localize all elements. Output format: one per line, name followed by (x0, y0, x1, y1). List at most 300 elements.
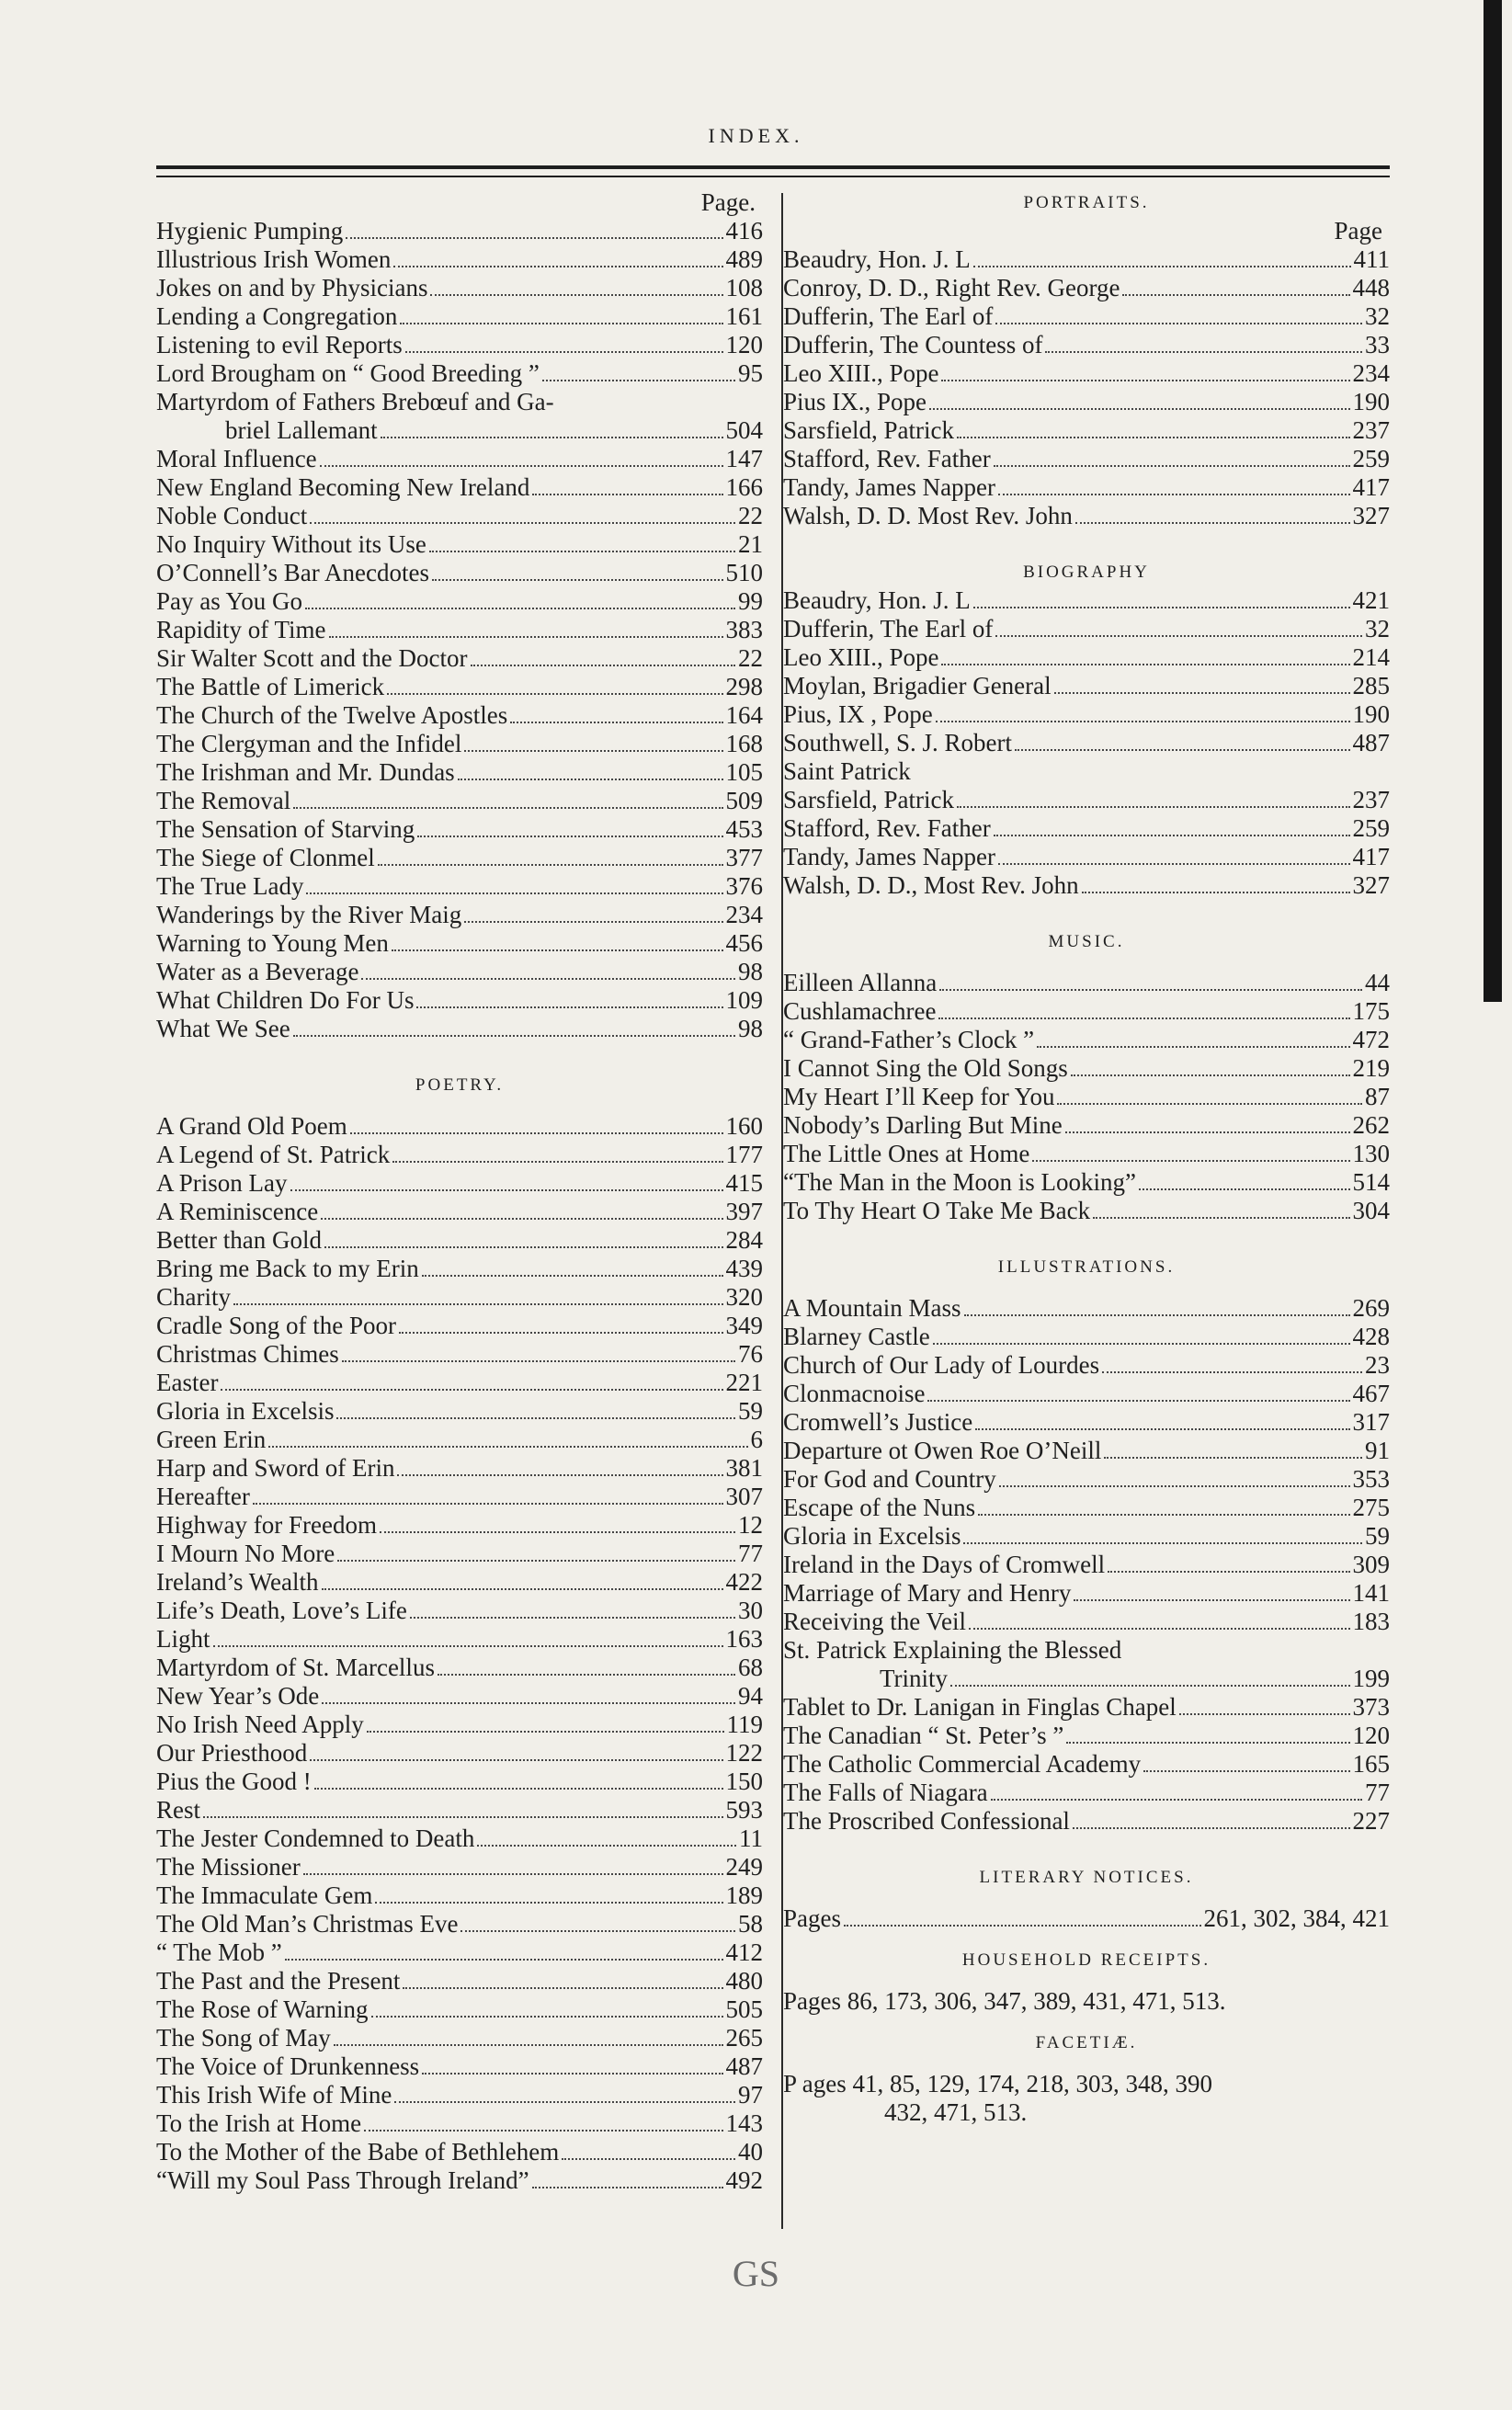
dot-leader (963, 1542, 1362, 1544)
entry-page: 141 (1352, 1579, 1390, 1607)
entry-page: 190 (1352, 700, 1390, 728)
index-entry (156, 730, 763, 758)
index-entry (783, 1608, 1390, 1636)
dot-leader (375, 1902, 722, 1904)
dot-leader (950, 1685, 1349, 1687)
entry-title: Eilleen Allanna (783, 969, 938, 996)
index-entry (156, 844, 763, 872)
entry-page: 87 (1365, 1083, 1390, 1110)
dot-leader (429, 551, 735, 552)
section-heading-literary-notices: LITERARY NOTICES. (979, 1868, 1194, 1887)
entry-title: Bring me Back to my Erin (156, 1255, 419, 1282)
index-entry (783, 274, 1390, 302)
entry-page: 309 (1352, 1551, 1390, 1578)
index-entry (783, 1636, 1390, 1665)
entry-title: The Jester Condemned to Death (156, 1825, 475, 1852)
dot-leader (532, 494, 722, 495)
index-entry (783, 473, 1390, 502)
index-entry (156, 359, 763, 388)
entry-page: 120 (1352, 1722, 1390, 1749)
index-entry (156, 1796, 763, 1825)
entry-title: “The Man in the Moon is Looking” (783, 1168, 1136, 1196)
entry-page: 275 (1352, 1494, 1390, 1521)
index-entry (783, 672, 1390, 700)
entry-page: 161 (725, 302, 763, 330)
dot-leader (1075, 522, 1350, 524)
index-entry (156, 2138, 763, 2166)
entry-title: Walsh, D. D., Most Rev. John (783, 871, 1079, 899)
index-entry (783, 1693, 1390, 1722)
entry-page: 12 (738, 1511, 763, 1539)
section-heading-illustrations: ILLUSTRATIONS. (997, 1257, 1176, 1277)
index-entry (156, 1397, 763, 1426)
entry-title: Better than Gold (156, 1226, 322, 1254)
index-entry (156, 1597, 763, 1625)
entry-title: I Mourn No More (156, 1540, 335, 1567)
entry-page: 259 (1352, 445, 1390, 472)
entry-title: Beaudry, Hon. J. L (783, 586, 971, 614)
entry-page: 108 (725, 274, 763, 301)
dot-leader (320, 465, 723, 467)
entry-title: Leo XIII., Pope (783, 359, 939, 387)
entry-title: The Canadian “ St. Peter’s ” (783, 1722, 1064, 1749)
dot-leader (380, 1531, 735, 1533)
dot-leader (510, 722, 722, 723)
header-rule-thick (156, 165, 1390, 169)
dot-leader (1045, 351, 1362, 353)
index-entry (783, 757, 1390, 786)
entry-page: 227 (1352, 1807, 1390, 1835)
entry-title: “ Grand-Father’s Clock ” (783, 1026, 1035, 1053)
index-entry (156, 1483, 763, 1511)
entry-title: The True Lady (156, 872, 304, 900)
entry-page: 22 (738, 644, 763, 672)
index-entry (783, 997, 1390, 1026)
index-entry (156, 1995, 763, 2024)
entry-title: Hygienic Pumping (156, 217, 344, 244)
entry-title: Pages (783, 1904, 841, 1932)
entry-page: 109 (725, 986, 763, 1014)
entry-title: Illustrious Irish Women (156, 245, 392, 273)
dot-leader (995, 323, 1362, 324)
index-entry (783, 1197, 1390, 1225)
entry-page: 150 (725, 1768, 763, 1795)
index-entry (156, 673, 763, 701)
entry-page: 422 (725, 1568, 763, 1596)
index-entry (783, 615, 1390, 643)
index-entry (156, 1739, 763, 1768)
index-entry (783, 1408, 1390, 1437)
index-entry (156, 331, 763, 359)
dot-leader (334, 2044, 723, 2046)
dot-leader (939, 989, 1362, 991)
entry-page: 421 (1352, 586, 1390, 614)
entry-title: The Missioner (156, 1853, 301, 1881)
entry-title: St. Patrick Explaining the Blessed (783, 1636, 1122, 1664)
entry-title: A Legend of St. Patrick (156, 1141, 391, 1168)
dot-leader (1066, 1742, 1349, 1744)
index-entry (783, 1807, 1390, 1836)
entry-title: Leo XIII., Pope (783, 643, 939, 671)
dot-leader (938, 1017, 1349, 1019)
entry-title: “ The Mob ” (156, 1938, 282, 1966)
dot-leader (998, 494, 1349, 495)
dot-leader (998, 863, 1349, 865)
dot-leader (253, 1503, 723, 1505)
index-entry (156, 1255, 763, 1283)
dot-leader (342, 1360, 735, 1362)
entry-title: Easter (156, 1369, 219, 1396)
index-entry (156, 587, 763, 616)
entry-title: Christmas Chimes (156, 1340, 339, 1368)
entry-page: 189 (725, 1881, 763, 1909)
entry-page: 453 (725, 815, 763, 843)
dot-leader (975, 1428, 1349, 1430)
index-entry (783, 1168, 1390, 1197)
dot-leader (399, 1332, 723, 1334)
entry-title: Lending a Congregation (156, 302, 398, 330)
entry-title: Departure ot Owen Roe O’Neill (783, 1437, 1102, 1464)
header-rule-thin (156, 176, 1390, 177)
dot-leader (973, 607, 1350, 608)
entry-title: Pius, IX , Pope (783, 700, 933, 728)
entry-page: 59 (738, 1397, 763, 1425)
entry-page: 234 (725, 901, 763, 928)
dot-leader (1143, 1770, 1349, 1772)
entry-page: 514 (1352, 1168, 1390, 1196)
entry-title: Tandy, James Napper (783, 843, 996, 870)
index-entry (156, 217, 763, 245)
index-entry (156, 2081, 763, 2109)
dot-leader (562, 2158, 735, 2160)
dot-leader (1071, 1074, 1350, 1076)
dot-leader (471, 665, 735, 666)
index-entry (156, 1015, 763, 1043)
index-entry (783, 245, 1390, 274)
index-entry (156, 416, 763, 445)
entry-page: 439 (725, 1255, 763, 1282)
index-entry (156, 958, 763, 986)
entry-title: Gloria in Excelsis (156, 1397, 335, 1425)
entry-page: 164 (725, 701, 763, 729)
entry-title: Warning to Young Men (156, 929, 389, 957)
dot-leader (314, 1788, 723, 1790)
dot-leader (322, 1702, 735, 1704)
section-heading-music: MUSIC. (1048, 932, 1125, 951)
index-entry (156, 1540, 763, 1568)
index-entry (156, 1967, 763, 1995)
entry-page: 91 (1365, 1437, 1390, 1464)
index-entry (156, 302, 763, 331)
index-entry (783, 786, 1390, 814)
entry-title: Pius the Good ! (156, 1768, 312, 1795)
index-entry (783, 1323, 1390, 1351)
dot-leader (1054, 692, 1350, 694)
entry-page: 510 (725, 559, 763, 586)
dot-leader (458, 779, 723, 780)
entry-title: For God and Country (783, 1465, 996, 1493)
dot-leader (337, 1560, 735, 1562)
entry-title: The Catholic Commercial Academy (783, 1750, 1142, 1778)
entry-title: Beaudry, Hon. J. L (783, 245, 971, 273)
index-entry (783, 1054, 1390, 1083)
dot-leader (1122, 294, 1349, 296)
entry-page: 77 (1365, 1779, 1390, 1806)
dot-leader (430, 294, 722, 296)
entry-title: Trinity (880, 1665, 949, 1692)
entry-title: Cromwell’s Justice (783, 1408, 973, 1436)
general-entries (156, 217, 763, 1043)
entry-title: Light (156, 1625, 210, 1653)
dot-leader (995, 635, 1362, 637)
entry-title: Tablet to Dr. Lanigan in Finglas Chapel (783, 1693, 1177, 1721)
entry-page: 417 (1352, 843, 1390, 870)
entry-title: New England Becoming New Ireland (156, 473, 530, 501)
index-entry (783, 388, 1390, 416)
dot-leader (927, 1400, 1349, 1402)
index-entry (156, 929, 763, 958)
entry-page: 383 (725, 616, 763, 643)
literary-notices-entry (783, 1904, 1390, 1933)
entry-page: 397 (725, 1198, 763, 1225)
dot-leader (213, 1645, 723, 1647)
facetiae-pages-line1: P ages 41, 85, 129, 174, 218, 303, 348, 390 (783, 2070, 1212, 2097)
entry-page: 261, 302, 384, 421 (1203, 1904, 1390, 1932)
index-entry (156, 787, 763, 815)
entry-page: 77 (738, 1540, 763, 1567)
entry-page: 327 (1352, 871, 1390, 899)
entry-page: 509 (725, 787, 763, 814)
dot-leader (268, 1446, 747, 1448)
entry-title: Southwell, S. J. Robert (783, 729, 1013, 756)
entry-title: The Removal (156, 787, 291, 814)
dot-leader (460, 1930, 735, 1932)
dot-leader (1179, 1713, 1350, 1715)
dot-leader (936, 721, 1350, 722)
entry-title: Cradle Song of the Poor (156, 1312, 396, 1339)
index-entry (156, 1511, 763, 1540)
entry-title: Harp and Sword of Erin (156, 1454, 395, 1482)
index-entry (156, 644, 763, 673)
entry-title: Highway for Freedom (156, 1511, 377, 1539)
index-entry (783, 1722, 1390, 1750)
dot-leader (321, 1218, 722, 1220)
index-entry (156, 1226, 763, 1255)
dot-leader (994, 835, 1350, 836)
entry-page: 165 (1352, 1750, 1390, 1778)
entry-page: 97 (738, 2081, 763, 2109)
entry-page: 284 (725, 1226, 763, 1254)
entry-title: Walsh, D. D. Most Rev. John (783, 502, 1073, 529)
entry-page: 412 (725, 1938, 763, 1966)
index-entry (783, 502, 1390, 530)
entry-page: 377 (725, 844, 763, 871)
entry-title: Ireland’s Wealth (156, 1568, 319, 1596)
dot-leader (1139, 1188, 1350, 1190)
poetry-entries (156, 1112, 763, 2195)
entry-title: The Proscribed Confessional (783, 1807, 1070, 1835)
entry-title: Tandy, James Napper (783, 473, 996, 501)
entry-page: 448 (1352, 274, 1390, 301)
index-entry (156, 1853, 763, 1881)
index-entry (156, 1454, 763, 1483)
entry-page: 58 (738, 1910, 763, 1938)
index-entry (783, 1294, 1390, 1323)
entry-title: Green Erin (156, 1426, 267, 1453)
entry-page: 98 (738, 1015, 763, 1042)
dot-leader (324, 1246, 723, 1248)
entry-page: 381 (725, 1454, 763, 1482)
index-entry (783, 302, 1390, 331)
entry-page: 199 (1352, 1665, 1390, 1692)
index-entry (156, 758, 763, 787)
dot-leader (378, 864, 723, 866)
entry-title: Martyrdom of Fathers Brebœuf and Ga- (156, 388, 554, 415)
entry-page: 68 (738, 1654, 763, 1681)
index-entry (783, 1750, 1390, 1779)
index-entry (783, 969, 1390, 997)
entry-page: 163 (725, 1625, 763, 1653)
entry-title: Sir Walter Scott and the Doctor (156, 644, 468, 672)
entry-title: Nobody’s Darling But Mine (783, 1111, 1063, 1139)
entry-title: The Little Ones at Home (783, 1140, 1030, 1167)
entry-page: 415 (725, 1169, 763, 1197)
entry-title: To the Irish at Home (156, 2109, 362, 2137)
dot-leader (285, 1959, 723, 1961)
portraits-page-label: Page (1334, 217, 1382, 244)
index-entry (156, 2109, 763, 2138)
dot-leader (422, 1275, 723, 1277)
entry-title: Conroy, D. D., Right Rev. George (783, 274, 1120, 301)
dot-leader (978, 1514, 1349, 1516)
dot-leader (293, 1035, 735, 1037)
entry-page: 219 (1352, 1054, 1390, 1082)
dot-leader (310, 1759, 722, 1761)
entry-page: 317 (1352, 1408, 1390, 1436)
dot-leader (303, 1873, 723, 1875)
dot-leader (969, 1628, 1350, 1630)
section-heading-poetry: POETRY. (415, 1075, 505, 1095)
entry-page: 147 (725, 445, 763, 472)
dot-leader (403, 1987, 722, 1989)
index-entry (783, 1437, 1390, 1465)
dot-leader (400, 323, 722, 324)
entry-page: 105 (725, 758, 763, 786)
entry-page: 298 (725, 673, 763, 700)
dot-leader (305, 608, 735, 609)
dot-leader (1057, 1103, 1362, 1105)
entry-page: 95 (738, 359, 763, 387)
entry-title: The Immaculate Gem (156, 1881, 373, 1909)
entry-page: 122 (725, 1739, 763, 1767)
entry-page: 11 (739, 1825, 763, 1852)
entry-page: 472 (1352, 1026, 1390, 1053)
entry-page: 353 (1352, 1465, 1390, 1493)
entry-page: 40 (738, 2138, 763, 2166)
household-receipts-pages: Pages 86, 173, 306, 347, 389, 431, 471, 513. (783, 1987, 1226, 2015)
entry-title: Church of Our Lady of Lourdes (783, 1351, 1100, 1379)
entry-title: Sarsfield, Patrick (783, 416, 954, 444)
dot-leader (941, 664, 1349, 665)
entry-page: 327 (1352, 502, 1390, 529)
entry-title: Escape of the Nuns (783, 1494, 976, 1521)
entry-page: 237 (1352, 416, 1390, 444)
index-entry (156, 1112, 763, 1141)
entry-title: Moral Influence (156, 445, 317, 472)
entry-page: 21 (738, 530, 763, 558)
index-entry (783, 643, 1390, 672)
index-entry (156, 473, 763, 502)
entry-page: 417 (1352, 473, 1390, 501)
entry-page: 487 (725, 2052, 763, 2080)
index-entry (156, 1141, 763, 1169)
entry-page: 99 (738, 587, 763, 615)
entry-page: 307 (725, 1483, 763, 1510)
entry-page: 94 (738, 1682, 763, 1710)
left-column (156, 188, 763, 2195)
music-entries (783, 969, 1390, 1225)
entry-page: 237 (1352, 786, 1390, 813)
illustrations-entries (783, 1294, 1390, 1836)
index-entry (783, 331, 1390, 359)
entry-page: 262 (1352, 1111, 1390, 1139)
dot-leader (361, 978, 735, 980)
dot-leader (405, 351, 723, 353)
index-entry (156, 1881, 763, 1910)
index-entry (156, 559, 763, 587)
entry-title: Noble Conduct (156, 502, 308, 529)
entry-page: 456 (725, 929, 763, 957)
right-column (783, 188, 1390, 2127)
entry-title: No Irish Need Apply (156, 1711, 364, 1738)
dot-leader (203, 1816, 722, 1818)
entry-title: Dufferin, The Countess of (783, 331, 1043, 358)
entry-title: My Heart I’ll Keep for You (783, 1083, 1055, 1110)
dot-leader (290, 1189, 723, 1191)
entry-title: New Year’s Ode (156, 1682, 320, 1710)
dot-leader (397, 1474, 722, 1476)
entry-title: The Voice of Drunkenness (156, 2052, 420, 2080)
entry-title: The Battle of Limerick (156, 673, 385, 700)
entry-title: A Reminiscence (156, 1198, 319, 1225)
index-entry (156, 445, 763, 473)
index-entry (783, 1380, 1390, 1408)
entry-title: A Mountain Mass (783, 1294, 961, 1322)
index-entry (156, 901, 763, 929)
entry-page: 22 (738, 502, 763, 529)
entry-page: 320 (725, 1283, 763, 1311)
index-entry (783, 359, 1390, 388)
section-heading-portraits: PORTRAITS. (1023, 193, 1150, 212)
index-entry (156, 1369, 763, 1397)
entry-page: 504 (725, 416, 763, 444)
index-entry (783, 1665, 1390, 1693)
entry-page: 32 (1365, 615, 1390, 642)
entry-title: Sarsfield, Patrick (783, 786, 954, 813)
entry-page: 177 (725, 1141, 763, 1168)
dot-leader (999, 1485, 1350, 1487)
dot-leader (994, 465, 1350, 467)
dot-leader (329, 636, 723, 638)
entry-page: 44 (1365, 969, 1390, 996)
entry-page: 175 (1352, 997, 1390, 1025)
entry-page: 505 (725, 1995, 763, 2023)
entry-page: 593 (725, 1796, 763, 1824)
dot-leader (346, 237, 722, 239)
dot-leader (1074, 1599, 1349, 1601)
binding-edge (1484, 0, 1502, 1002)
index-entry (156, 1568, 763, 1597)
